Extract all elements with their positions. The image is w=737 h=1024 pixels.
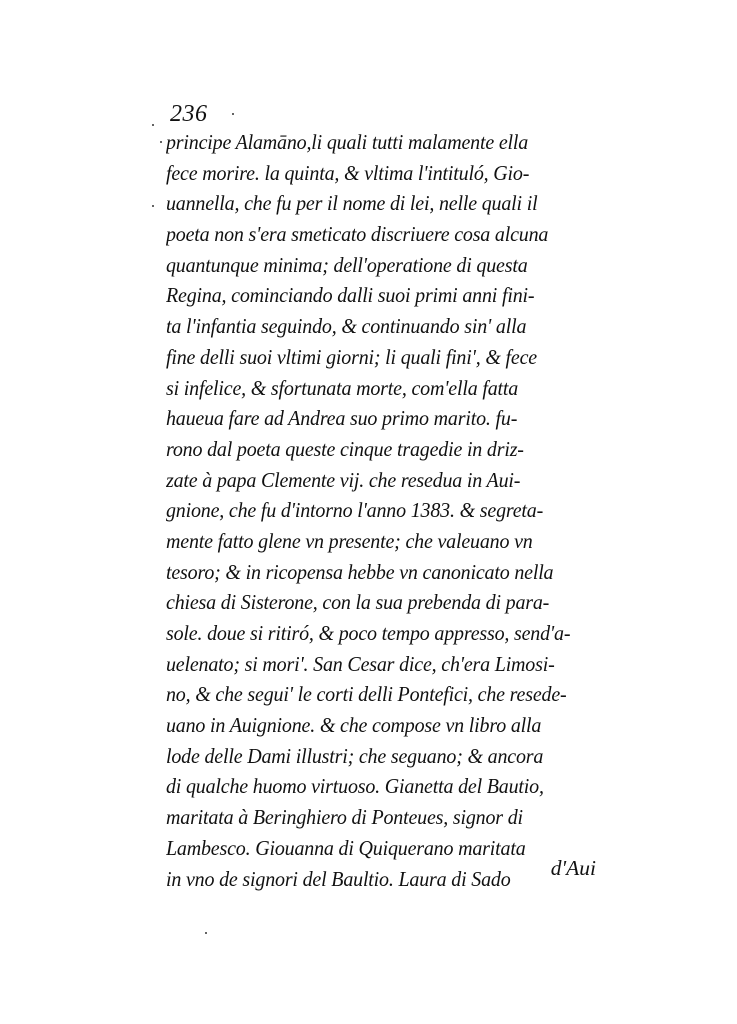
text-line: quantunque minima; dell'operatione di questa [166, 252, 528, 277]
text-line: mente fatto glene vn presente; che valeuano vn [166, 528, 533, 553]
text-line: lode delle Dami illustri; che seguano; & ancora [166, 743, 544, 768]
text-line: uano in Auignione. & che compose vn libro alla [166, 713, 542, 738]
text-line: Lambesco. Giouanna di Quiquerano maritata [166, 835, 526, 860]
text-line: uannella, che fu per il nome di lei, nelle quali il [166, 191, 538, 216]
text-line: fine delli suoi vltimi giorni; li quali fini', & fece [166, 344, 537, 369]
text-line: poeta non s'era smeticato discriuere cosa alcuna [166, 222, 549, 247]
text-line: ta l'infantia seguindo, & continuando sin' alla [166, 314, 527, 339]
text-line: chiesa di Sisterone, con la sua prebenda di para- [166, 590, 550, 615]
text-line: fece morire. la quinta, & vltima l'intituló, Gio- [166, 160, 530, 185]
text-line: maritata à Beringhiero di Ponteues, signor di [166, 805, 523, 830]
text-line: principe Alamāno,li quali tutti malamente ella [166, 130, 529, 154]
text-line: in vno de signori del Baultio. Laura di Sado [166, 866, 511, 891]
text-line: no, & che segui' le corti delli Pontefici, che resede- [166, 682, 567, 707]
ink-speck [160, 141, 162, 143]
text-line: si infelice, & sfortunata morte, com'ella fatta [166, 375, 519, 400]
text-line: uelenato; si mori'. San Cesar dice, ch'era Limosi- [166, 651, 555, 676]
text-line: di qualche huomo virtuoso. Gianetta del Bautio, [166, 774, 544, 799]
ink-speck [152, 205, 154, 207]
text-line: Regina, cominciando dalli suoi primi anni fini- [166, 283, 535, 308]
ink-speck [152, 124, 154, 126]
ink-speck [232, 113, 234, 115]
text-line: haueua fare ad Andrea suo primo marito. fu- [166, 406, 518, 431]
ink-speck [205, 932, 207, 934]
text-line: sole. doue si ritiró, & poco tempo appresso, send'a- [166, 621, 571, 645]
text-line: zate à papa Clemente vij. che resedua in Aui- [166, 467, 521, 492]
text-line: gnione, che fu d'intorno l'anno 1383. & segreta- [166, 498, 544, 523]
page-number: 236 [170, 101, 208, 127]
text-line: rono dal poeta queste cinque tragedie in driz- [166, 436, 524, 461]
catchword: d'Aui [550, 856, 596, 880]
text-block [166, 127, 596, 894]
text-line: tesoro; & in ricopensa hebbe vn canonicato nella [166, 559, 554, 584]
